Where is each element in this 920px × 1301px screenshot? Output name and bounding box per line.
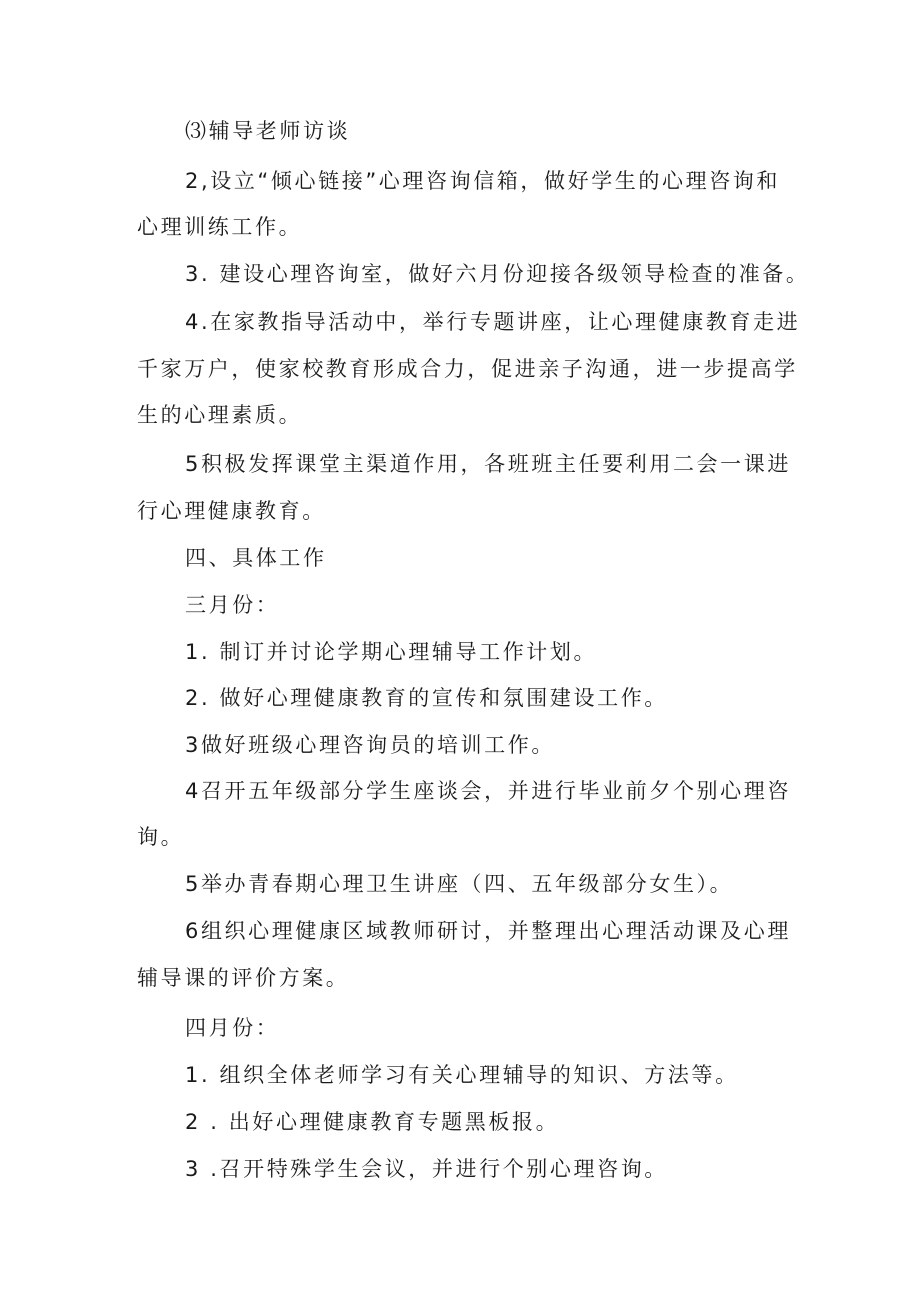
text-line: ⑶辅导老师访谈 <box>185 119 351 143</box>
text-line: 3. 建设心理咨询室，做好六月份迎接各级领导检查的准备。 <box>185 262 810 286</box>
text-line: 辅导课的评价方案。 <box>137 966 350 990</box>
text-line: 5举办青春期心理卫生讲座（四、五年级部分女生）。 <box>185 872 734 896</box>
text-line: 3 .召开特殊学生会议，并进行个别心理咨询。 <box>185 1157 668 1181</box>
month-heading: 四月份： <box>185 1016 280 1040</box>
text-line: 1. 组织全体老师学习有关心理辅导的知识、方法等。 <box>185 1063 739 1087</box>
text-line: 行心理健康教育。 <box>137 499 326 523</box>
text-line: 4召开五年级部分学生座谈会，并进行毕业前夕个别心理咨 <box>185 779 791 803</box>
text-line: 心理训练工作。 <box>137 215 303 239</box>
text-line: 2,设立“倾心链接”心理咨询信箱，做好学生的心理咨询和 <box>185 169 780 193</box>
text-line: 2. 做好心理健康教育的宣传和氛围建设工作。 <box>185 686 668 710</box>
month-heading: 三月份： <box>185 593 280 617</box>
text-line: 6组织心理健康区域教师研讨，并整理出心理活动课及心理 <box>185 919 791 943</box>
text-line: 3做好班级心理咨询员的培训工作。 <box>185 733 555 757</box>
text-line: 4.在家教指导活动中，举行专题讲座，让心理健康教育走进 <box>185 310 801 334</box>
text-line: 生的心理素质。 <box>137 403 303 427</box>
text-line: 询。 <box>137 825 185 849</box>
text-line: 2 . 出好心理健康教育专题黑板报。 <box>185 1110 560 1134</box>
text-line: 千家万户，使家校教育形成合力，促进亲子沟通，进一步提高学 <box>137 357 798 381</box>
text-line: 1. 制订并讨论学期心理辅导工作计划。 <box>185 640 598 664</box>
section-heading: 四、具体工作 <box>185 546 327 570</box>
text-line: 5积极发挥课堂主渠道作用，各班班主任要利用二会一课进 <box>185 452 791 476</box>
